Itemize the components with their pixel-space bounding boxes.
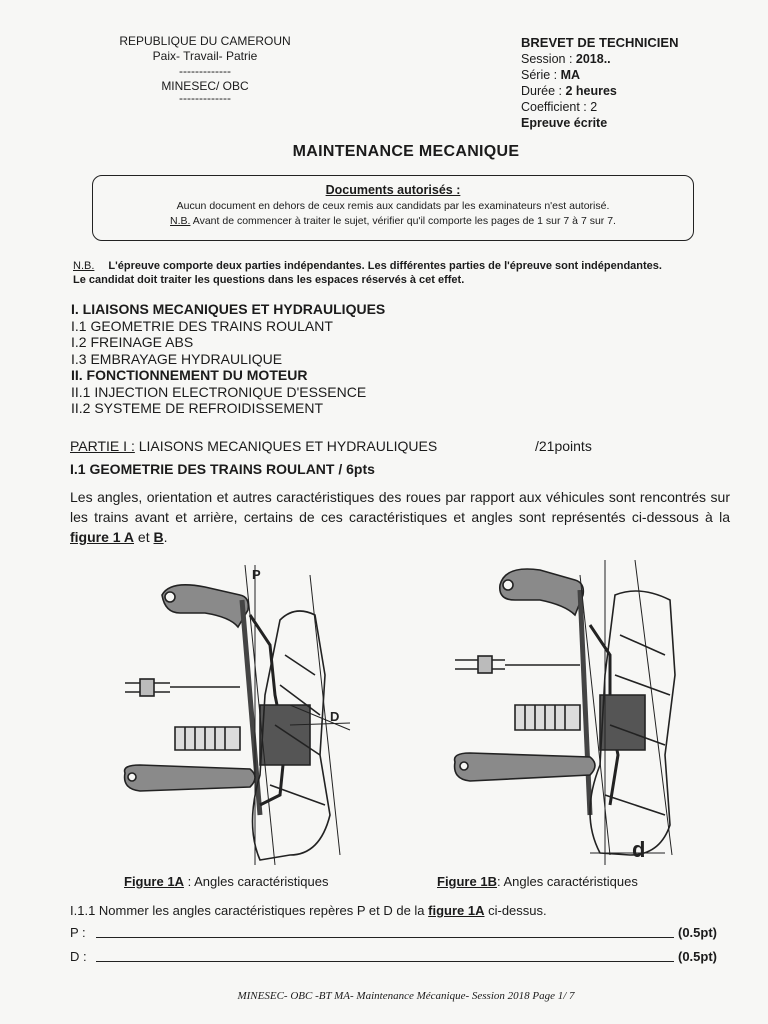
serie-value: MA	[560, 68, 581, 82]
documents-line1: Aucun document en dehors de ceux remis aux candidats par les examinateurs n'est autorisé.	[176, 200, 610, 212]
answer-p-line[interactable]	[96, 937, 674, 938]
nb-label: N.B.	[73, 260, 95, 272]
epreuve: Epreuve écrite	[521, 116, 608, 130]
documents-box	[92, 175, 694, 241]
section-heading: I.1 GEOMETRIE DES TRAINS ROULANT / 6pts	[70, 461, 375, 477]
answer-p	[70, 925, 750, 940]
marker-p: P	[252, 567, 261, 582]
nb-note	[73, 259, 673, 287]
page-footer: MINESEC- OBC -BT MA- Maintenance Mécanique- Session 2018 Page 1/ 7	[237, 990, 575, 1002]
outline-item: I.2 FREINAGE ABS	[71, 334, 194, 350]
question-number: I.1.1	[70, 903, 96, 918]
header-left	[70, 34, 340, 105]
page-title: MAINTENANCE MECANIQUE	[292, 143, 520, 160]
marker-d: D	[330, 709, 340, 724]
part-label: PARTIE I :	[70, 438, 135, 454]
motto: Paix- Travail- Patrie	[152, 49, 258, 63]
session-value: 2018..	[575, 52, 611, 66]
intro-paragraph: Les angles, orientation et autres caractéristiques des roues par rapport aux véhicules sont rencontrés sur les trains avant et arrière, certains de ces caractéristiques et angles sont représentés ci-dessous à la figure 1 A et B.	[70, 489, 730, 545]
separator: -------------	[179, 91, 231, 105]
documents-heading: Documents autorisés :	[325, 183, 461, 197]
header-right	[521, 35, 751, 131]
country-name: REPUBLIQUE DU CAMEROUN	[119, 34, 291, 48]
answer-points: (0.5pt)	[678, 949, 717, 964]
part-points: /21points	[535, 438, 592, 454]
part-title: LIAISONS MECANIQUES ET HYDRAULIQUES	[134, 438, 438, 454]
answer-points: (0.5pt)	[678, 925, 717, 940]
serie-line: Série : MA	[521, 68, 581, 82]
figure-1a-diagram	[110, 555, 370, 870]
duree-value: 2 heures	[565, 84, 617, 98]
outline-item: I.1 GEOMETRIE DES TRAINS ROULANT	[71, 317, 333, 334]
answer-label: D :	[70, 949, 87, 964]
marker-d-small: d	[632, 837, 646, 862]
figure-1a-caption: Figure 1A : Angles caractéristiques	[124, 874, 329, 889]
figure-1b-caption: Figure 1B: Angles caractéristiques	[437, 874, 638, 889]
figure-ref: figure 1A	[428, 903, 485, 918]
figure-ref: B	[153, 529, 164, 545]
part-heading	[70, 438, 437, 454]
nb-text: L'épreuve comporte deux parties indépendantes. Les différentes parties de l'épreuve sont indépendantes. Le candidat doit traiter les questions dans les espaces réservés à cet effet.	[73, 260, 662, 286]
outline-item: I.3 EMBRAYAGE HYDRAULIQUE	[71, 350, 283, 367]
figure-1b-diagram	[440, 555, 690, 870]
answer-d-line[interactable]	[96, 961, 674, 962]
ministry: MINESEC/ OBC	[161, 79, 249, 93]
figure-ref: figure 1 A	[70, 529, 135, 545]
question-1-1-1: I.1.1 Nommer les angles caractéristiques repères P et D de la figure 1A ci-dessus.	[70, 903, 547, 918]
outline-item: I. LIAISONS MECANIQUES ET HYDRAULIQUES	[71, 301, 386, 317]
nb-label: N.B.	[170, 215, 191, 227]
exam-name: BREVET DE TECHNICIEN	[521, 35, 679, 50]
duree-line: Durée : 2 heures	[521, 84, 617, 98]
outline-item: II. FONCTIONNEMENT DU MOTEUR	[71, 367, 308, 383]
answer-label: P :	[70, 925, 86, 940]
outline	[71, 301, 385, 417]
session-line: Session : 2018..	[521, 52, 611, 66]
separator: -------------	[179, 64, 231, 78]
outline-item: II.1 INJECTION ELECTRONIQUE D'ESSENCE	[71, 383, 367, 400]
outline-item: II.2 SYSTEME DE REFROIDISSEMENT	[71, 400, 324, 416]
coefficient: Coefficient : 2	[521, 100, 598, 114]
documents-line2: N.B. Avant de commencer à traiter le sujet, vérifier qu'il comporte les pages de 1 sur 7 à 7 sur 7.	[170, 215, 616, 227]
answer-d	[70, 949, 750, 964]
